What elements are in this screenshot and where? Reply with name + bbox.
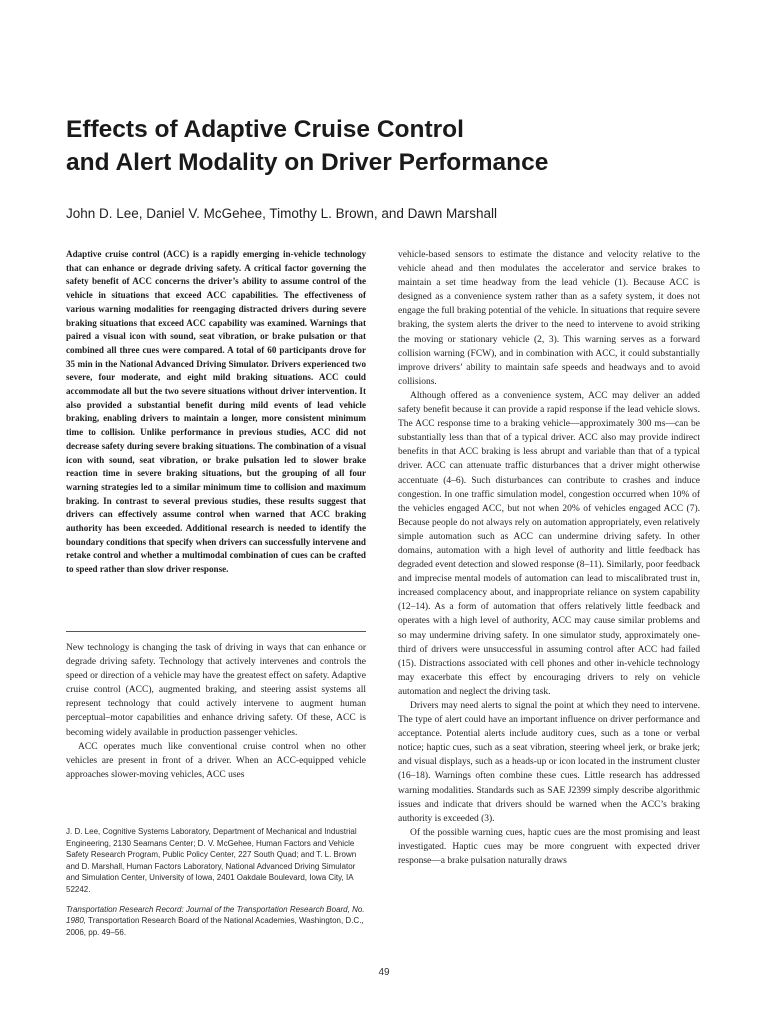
body-paragraph: Of the possible warning cues, haptic cues are the most promising and least investigated. Haptic cues may be more congruent with expected driver response—a brake pulsation naturally draws bbox=[398, 827, 700, 867]
left-body bbox=[66, 641, 366, 782]
body-paragraph: New technology is changing the task of driving in ways that can enhance or degrade driving safety. Technology that actively intervenes and controls the speed or direction of a vehicle may have the greatest effect on safety. Adaptive cruise control (ACC), augmented braking, and steering assist systems all represent technology that could actively intervene to augment human perceptual–motor capabilities and enhance driving safety. Of these, ACC is becoming widely available in production passenger vehicles. bbox=[66, 643, 366, 738]
page-number: 49 bbox=[378, 967, 390, 978]
body-paragraph: Drivers may need alerts to signal the point at which they need to intervene. The type of alert could have an important influence on driver performance and acceptance. Potential alerts include auditory cues, such as a tone or verbal notice; haptic cues, such as a seat vibration, steering wheel jerk, or brake jerk; and visual displays, such as a heads-up or icon located in the instrument cluster (16–18). Warnings often combine these cues. Little research has addressed warning modalities. Standards such as SAE J2399 simply describe algorithmic issues and indicate that drivers should be warned when the ACC’s braking authority is exceeded (3). bbox=[398, 701, 700, 824]
title-line-1: Effects of Adaptive Cruise Control bbox=[66, 116, 464, 143]
body-paragraph: ACC operates much like conventional cruise control when no other vehicles are present in front of a driver. When an ACC-equipped vehicle approaches slower-moving vehicles, ACC uses bbox=[66, 741, 366, 780]
title-line-2: and Alert Modality on Driver Performance bbox=[66, 149, 549, 176]
journal-citation bbox=[66, 904, 366, 939]
citation-details: Transportation Research Board of the National Academies, Washington, D.C., 2006, pp. 49–56. bbox=[66, 916, 364, 937]
abstract-divider bbox=[66, 631, 366, 632]
paper-title bbox=[66, 113, 726, 179]
right-column bbox=[398, 248, 700, 868]
abstract: Adaptive cruise control (ACC) is a rapidly emerging in-vehicle technology that can enhance or degrade driving safety. A critical factor governing the safety benefit of ACC concerns the driver’s ability to assume control of the vehicle in situations that exceed ACC capabilities. The effectiveness of various warning modalities for reengaging distracted drivers during severe braking situations that exceed ACC capability was examined. Warnings that paired a visual icon with sound, seat vibration, or brake pulsation or that combined all three cues were compared. A total of 60 participants drove for 35 min in the National Advanced Driving Simulator. Drivers experienced two severe, four moderate, and eight mild braking situations. ACC could accommodate all but the two severe situations without driver intervention. It also provided a substantial benefit during mild events of lead vehicle braking, enabling drivers to maintain a longer, more consistent minimum time to collision. Unlike performance in previous studies, ACC did not decrease safety during severe braking situations. The combination of a visual icon with sound, seat vibration, or brake pulsation led to slower brake reaction time in severe braking situations, but the grouping of all four warning strategies led to a similar minimum time to collision and maximum braking. In contrast to several previous studies, these results suggest that drivers can effectively assume control when warned that ACC braking authority has been exceeded. Additional research is needed to identify the boundary conditions that specify when drivers can successfully intervene and retake control and whether a multimodal combination of cues can be crafted to speed rather than slow driver response. bbox=[66, 249, 366, 575]
footnote-block bbox=[66, 826, 366, 938]
body-paragraph: vehicle-based sensors to estimate the distance and velocity relative to the vehicle ahead and then modulates the accelerator and service brakes to maintain a set time headway from the lead vehicle (1). Because ACC is designed as a convenience system rather than as a safety system, it does not engage the full braking potential of the vehicle. In situations that require severe braking, the system alerts the driver to the need to intervene to avoid striking the moving or stationary vehicle (2, 3). This warning serves as a forward collision warning (FCW), and in combination with ACC, it could substantially improve drivers’ ability to maintain safe speeds and headways and to avoid collisions. bbox=[398, 250, 700, 387]
author-affiliations: J. D. Lee, Cognitive Systems Laboratory, Department of Mechanical and Industrial Engineering, 2130 Seamans Center; D. V. McGehee, Human Factors and Vehicle Safety Research Program, Public Policy Center, 227 South Quad; and T. L. Brown and D. Marshall, Human Factors Laboratory, National Advanced Driving Simulator and Simulation Center, University of Iowa, 2401 Oakdale Boulevard, Iowa City, IA 52242. bbox=[66, 827, 357, 894]
author-list: John D. Lee, Daniel V. McGehee, Timothy L. Brown, and Dawn Marshall bbox=[66, 206, 497, 221]
journal-name: Transportation Research Record: Journal of the Transportation Research Board, No. 1980, bbox=[66, 904, 365, 926]
left-column bbox=[66, 248, 366, 577]
body-paragraph: Although offered as a convenience system, ACC may deliver an added safety benefit because it can provide a rapid response if the lead vehicle slows. The ACC response time to a braking vehicle—approximately 300 ms—can be substantially less than that of a typical driver. ACC also may provide indirect benefits in that ACC braking is less abrupt and variable than that of a typical driver. ACC can attenuate traffic disturbances that a driver might otherwise accentuate (4–6). Such disturbances can contribute to crashes and induce congestion. In one traffic simulation model, congestion occurred when 10% of the vehicles engaged ACC, but not when 20% of vehicles engaged ACC (7). Because people do not always rely on automation appropriately, even relatively simple automation such as ACC can undermine driving safety. In other domains, automation with a high level of authority and little feedback has degraded event detection and slowed response (8–11). Similarly, poor feedback and imprecise mental models of automation can lead to miscalibrated trust in, increased complacency about, and inappropriate reliance on system capability (12–14). As a form of automation that offers relatively little feedback and operates with a high level of authority, ACC may cause similar problems and so may undermine driving safety. In one simulator study, approximately one-third of drivers were unsuccessful in assuming control after ACC had failed (15). Distractions associated with cell phones and other in-vehicle technology may exacerbate this effect by encouraging drivers to rely on vehicle automation and neglect the driving task. bbox=[398, 390, 700, 697]
